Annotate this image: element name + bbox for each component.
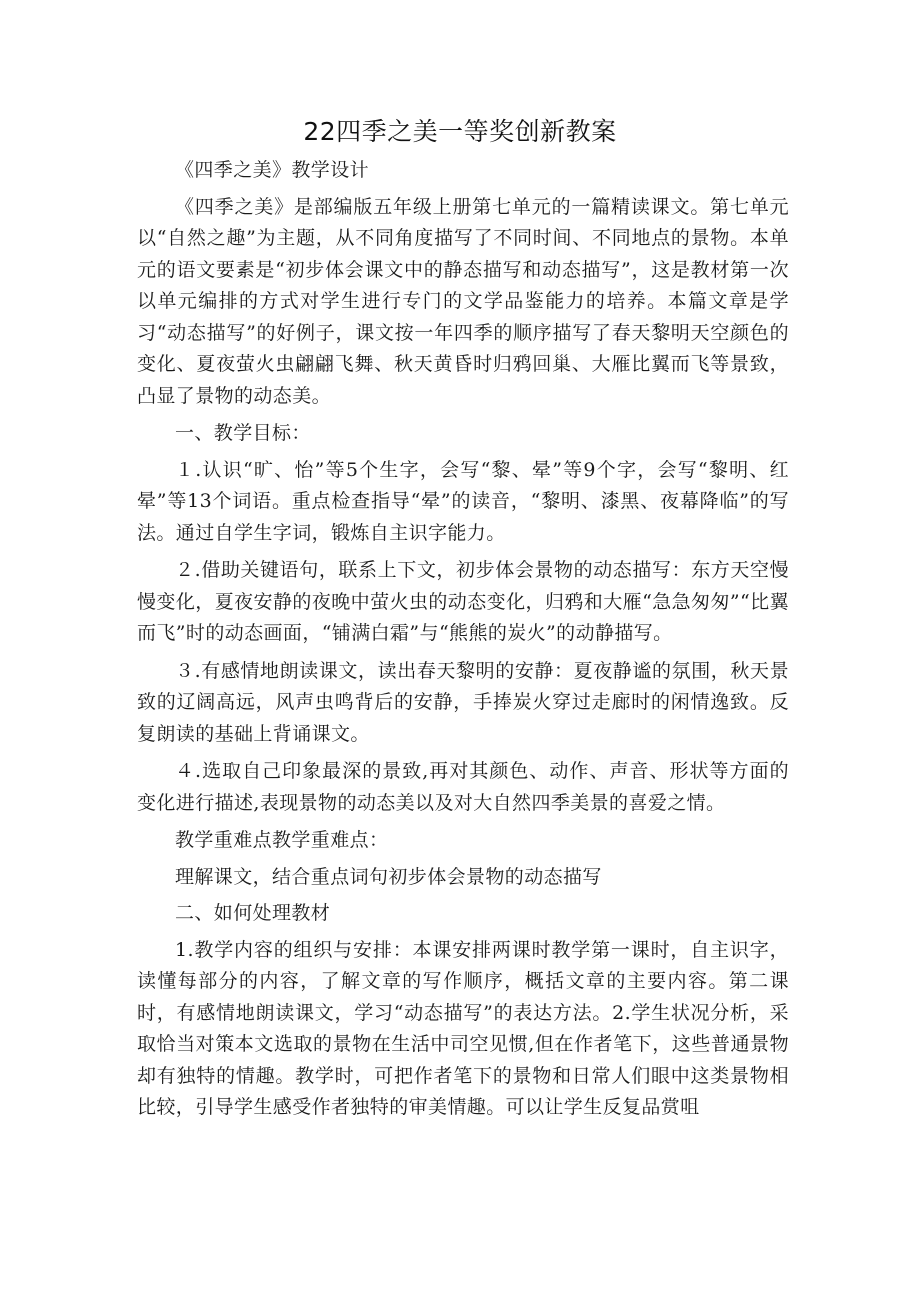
- goal-item-3: ３.有感情地朗读课文，读出春天黎明的安静：夏夜静谧的氛围，秋天景致的辽阔高远，风声虫鸣背后的安静，手捧炭火穿过走廊时的闲情逸致。反复朗读的基础上背诵课文。: [137, 659, 789, 745]
- paragraph-key-points: 理解课文，结合重点词句初步体会景物的动态描写: [175, 865, 602, 888]
- paragraph-intro: 《四季之美》是部编版五年级上册第七单元的一篇精读课文。第七单元以“自然之趣”为主题，从不同角度描写了不同时间、不同地点的景物。本单元的语文要素是“初步体会课文中的静态描写和动态描写”，这是教材第一次以单元编排的方式对学生进行专门的文学品鉴能力的培养。本篇文章是学习“动态描写”的好例子，课文按一年四季的顺序描写了春天黎明天空颜色的变化、夏夜萤火虫翩翩飞舞、秋天黄昏时归鸦回巢、大雁比翼而飞等景致，凸显了景物的动态美。: [137, 195, 789, 407]
- section-heading-materials: 二、如何处理教材: [175, 902, 331, 924]
- section-heading-design: 《四季之美》教学设计: [175, 159, 370, 181]
- paragraph-materials: 1.教学内容的组织与安排：本课安排两课时教学第一课时，自主识字，读懂每部分的内容，了解文章的写作顺序，概括文章的主要内容。第二课时，有感情地朗读课文，学习“动态描写”的表达方法。2.学生状况分析，采取恰当对策本文选取的景物在生活中司空见惯,但在作者笔下，这些普通景物却有独特的情趣。教学时，可把作者笔下的景物和日常人们眼中这类景物相比较，引导学生感受作者独特的审美情趣。可以让学生反复品赏咀: [137, 938, 789, 1118]
- section-heading-goals: 一、教学目标：: [175, 422, 311, 444]
- document-body: [137, 155, 789, 1130]
- document-title: 22四季之美一等奖创新教案: [303, 117, 617, 146]
- goal-item-1: １.认识“旷、怡”等5个生字，会写“黎、晕”等9个字，会写“黎明、红晕”等13个词语。重点检查指导“晕”的读音，“黎明、漆黑、夜幕降临”的写法。通过自学生字词，锻炼自主识字能力。: [137, 458, 789, 544]
- section-heading-key-points: 教学重难点教学重难点：: [175, 829, 389, 851]
- goal-item-2: ２.借助关键语句，联系上下文，初步体会景物的动态描写：东方天空慢慢变化，夏夜安静的夜晚中萤火虫的动态变化，归鸦和大雁“急急匆匆”“比翼而飞”时的动态画面，“铺满白霜”与“熊熊的炭火”的动静描写。: [137, 559, 789, 644]
- goal-item-4: ４.选取自己印象最深的景致,再对其颜色、动作、声音、形状等方面的变化进行描述,表现景物的动态美以及对大自然四季美景的喜爱之情。: [137, 760, 789, 814]
